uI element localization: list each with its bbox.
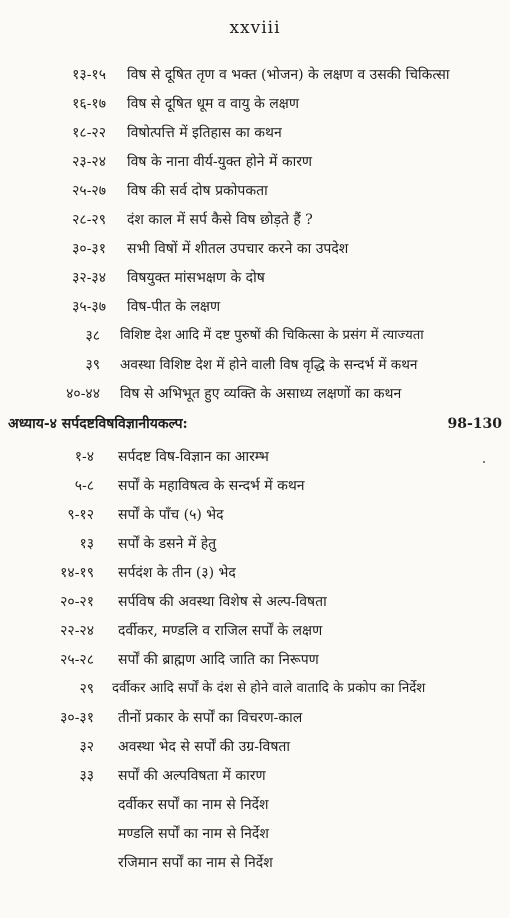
verse-range: २५-२७ — [72, 183, 106, 199]
entry-text: विष-पीत के लक्षण — [127, 299, 221, 315]
entry-text: दंश काल में सर्प कैसे विष छोड़ते हैं ? — [127, 212, 313, 228]
entry-text: सर्पों की अल्पविषता में कारण — [118, 768, 266, 784]
entry-text: विशिष्ट देश आदि में दष्ट पुरुषों की चिकित्सा के प्रसंग में त्याज्यता — [120, 328, 424, 343]
entry-text: विषोत्पत्ति में इतिहास का कथन — [127, 125, 282, 141]
verse-range: ३२ — [79, 739, 94, 755]
entry-text: सर्पविष की अवस्था विशेष से अल्प-विषता — [118, 594, 327, 610]
entry-text: दर्वीकर सर्पों का नाम से निर्देश — [118, 797, 269, 813]
verse-range: २९ — [79, 681, 94, 697]
verse-range: ३०-३१ — [72, 241, 106, 257]
verse-range: ३९ — [85, 357, 100, 373]
page-number: xxviii — [229, 18, 281, 38]
verse-range: ९-१२ — [67, 507, 94, 523]
verse-range: १३-१५ — [72, 67, 106, 83]
verse-range: २५-२८ — [60, 652, 94, 668]
verse-range: ४०-४४ — [66, 386, 100, 402]
entry-text: सभी विषों में शीतल उपचार करने का उपदेश — [127, 241, 349, 257]
verse-range: २२-२४ — [60, 623, 94, 639]
entry-text: रजिमान सर्पों का नाम से निर्देश — [118, 855, 273, 871]
verse-range: ३०-३१ — [60, 710, 94, 726]
verse-range: ३५-३७ — [72, 299, 106, 315]
verse-range: २३-२४ — [72, 154, 106, 170]
verse-range: ३२-३४ — [72, 270, 106, 286]
entry-text: विष से दूषित तृण व भक्त (भोजन) के लक्षण व उसकी चिकित्सा — [127, 67, 450, 83]
chapter-title: अध्याय-४ सर्पदष्टविषविज्ञानीयकल्प: — [8, 416, 188, 432]
entry-text: विष की सर्व दोष प्रकोपकता — [127, 183, 268, 199]
entry-text: सर्पों की ब्राह्मण आदि जाति का निरूपण — [118, 652, 319, 668]
verse-range: ३८ — [85, 328, 100, 344]
entry-text: विष से दूषित धूम व वायु के लक्षण — [127, 96, 299, 112]
entry-text: सर्पों के महाविषत्व के सन्दर्भ में कथन — [118, 478, 305, 494]
verse-range: १६-१७ — [72, 96, 106, 112]
verse-range: १४-१९ — [60, 565, 94, 581]
verse-range: १८-२२ — [72, 125, 106, 141]
entry-text: तीनों प्रकार के सर्पों का विचरण-काल — [118, 710, 303, 726]
entry-text: विष से अभिभूत हुए व्यक्ति के असाध्य लक्षणों का कथन — [120, 386, 402, 402]
entry-text: दर्वीकर आदि सर्पों के दंश से होने वाले वातादि के प्रकोप का निर्देश — [112, 681, 426, 696]
verse-range: ३३ — [79, 768, 94, 784]
chapter-page-range: 98-130 — [447, 416, 502, 432]
verse-range: १३ — [79, 536, 94, 552]
entry-text: विषयुक्त मांसभक्षण के दोष — [127, 270, 265, 286]
verse-range: ५-८ — [74, 478, 94, 494]
entry-text: दर्वीकर, मण्डलि व राजिल सर्पों के लक्षण — [118, 623, 323, 639]
chapter-heading — [8, 414, 502, 434]
verse-range: २८-२९ — [72, 212, 106, 228]
entry-text: मण्डलि सर्पों का नाम से निर्देश — [118, 826, 269, 842]
entry-text: सर्पदष्ट विष-विज्ञान का आरम्भ — [118, 449, 269, 465]
entry-text: विष के नाना वीर्य-युक्त होने में कारण — [127, 154, 313, 170]
verse-range: २०-२१ — [60, 594, 94, 610]
stray-mark — [483, 461, 485, 463]
entry-text: सर्पों के डसने में हेतु — [118, 536, 217, 552]
entry-text: अवस्था भेद से सर्पों की उग्र-विषता — [118, 739, 291, 755]
entry-text: अवस्था विशिष्ट देश में होने वाली विष वृद्धि के सन्दर्भ में कथन — [120, 357, 418, 373]
entry-text: सर्पदंश के तीन (३) भेद — [118, 565, 236, 581]
verse-range: १-४ — [74, 449, 94, 465]
entry-text: सर्पों के पाँच (५) भेद — [118, 507, 224, 523]
